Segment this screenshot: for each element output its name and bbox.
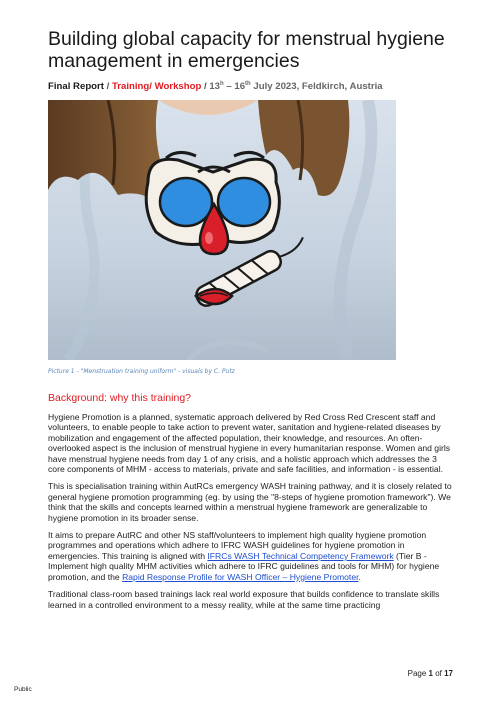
subtitle-report-type: Final Report [48,81,104,93]
page-number: Page 1 of 17 [407,669,453,678]
paragraph-1: Hygiene Promotion is a planned, systematic approach delivered by Red Cross Red Crescent staff and volunteers, to enable people to take action to prevent water, sanitation and hygiene-related diseases by mobilization and engagement of the affected population, their knowledge, and resources. An often-overlooked aspect is the inclusion of menstrual hygiene in every humanitarian response. Women and girls have menstrual hygiene needs from day 1 of any crisis, and a holistic approach which addresses the 3 core components of MHM - access to materials, private and safe facilities, and information - is essential. [48,412,451,475]
paragraph-3: It aims to prepare AutRC and other NS staff/volunteers to implement high quality hygiene promotion programmes and operations which adhere to IFRC WASH guidelines for hygiene promotion in emergencies. This training is aligned with IFRCs WASH Technical Competency Framework (Tier B - Implement high quality MHM activities which adhere to IFRC guidelines and tools for MHM) for hygiene promotion, and the Rapid Response Profile for WASH Officer – Hygiene Promoter. [48,530,440,582]
subtitle-training: Training/ Workshop [111,81,202,93]
paragraph-4: Traditional class-room based trainings lack real world exposure that builds confidence to translate skills learned in a controlled environment to a messy reality, while at the same time practicing [48,589,440,610]
link-ifrc-wash-framework[interactable]: IFRCs WASH Technical Competency Framework [207,550,394,561]
subtitle-date: 13$^h$ – 16th July 2023, Feldkirch, Austria [209,81,383,93]
document-title: Building global capacity for menstrual hygiene management in emergencies [48,28,445,72]
body-text [48,412,453,617]
picture-caption: Picture 1 - "Menstruation training uniform" - visuals by C. Putz [48,368,235,375]
document-subtitle: Final Report / Training/ Workshop / 13$^h$ – 16th July 2023, Feldkirch, Austria [48,81,383,93]
classification-label: Public [14,686,32,693]
link-rapid-response-profile[interactable]: Rapid Response Profile for WASH Officer – Hygiene Promoter [122,571,359,582]
tshirt-photo [48,100,396,360]
paragraph-2: This is specialisation training within AutRCs emergency WASH training pathway, and it is closely related to general hygiene promotion programming (eg. by using the "8-steps of hygiene promotion framework"). We think that the skills and concepts learned within a menstrual hygiene framework are generalizable to hygiene promotion in its broader sense. [48,481,452,523]
section-heading: Background: why this training? [48,392,191,404]
